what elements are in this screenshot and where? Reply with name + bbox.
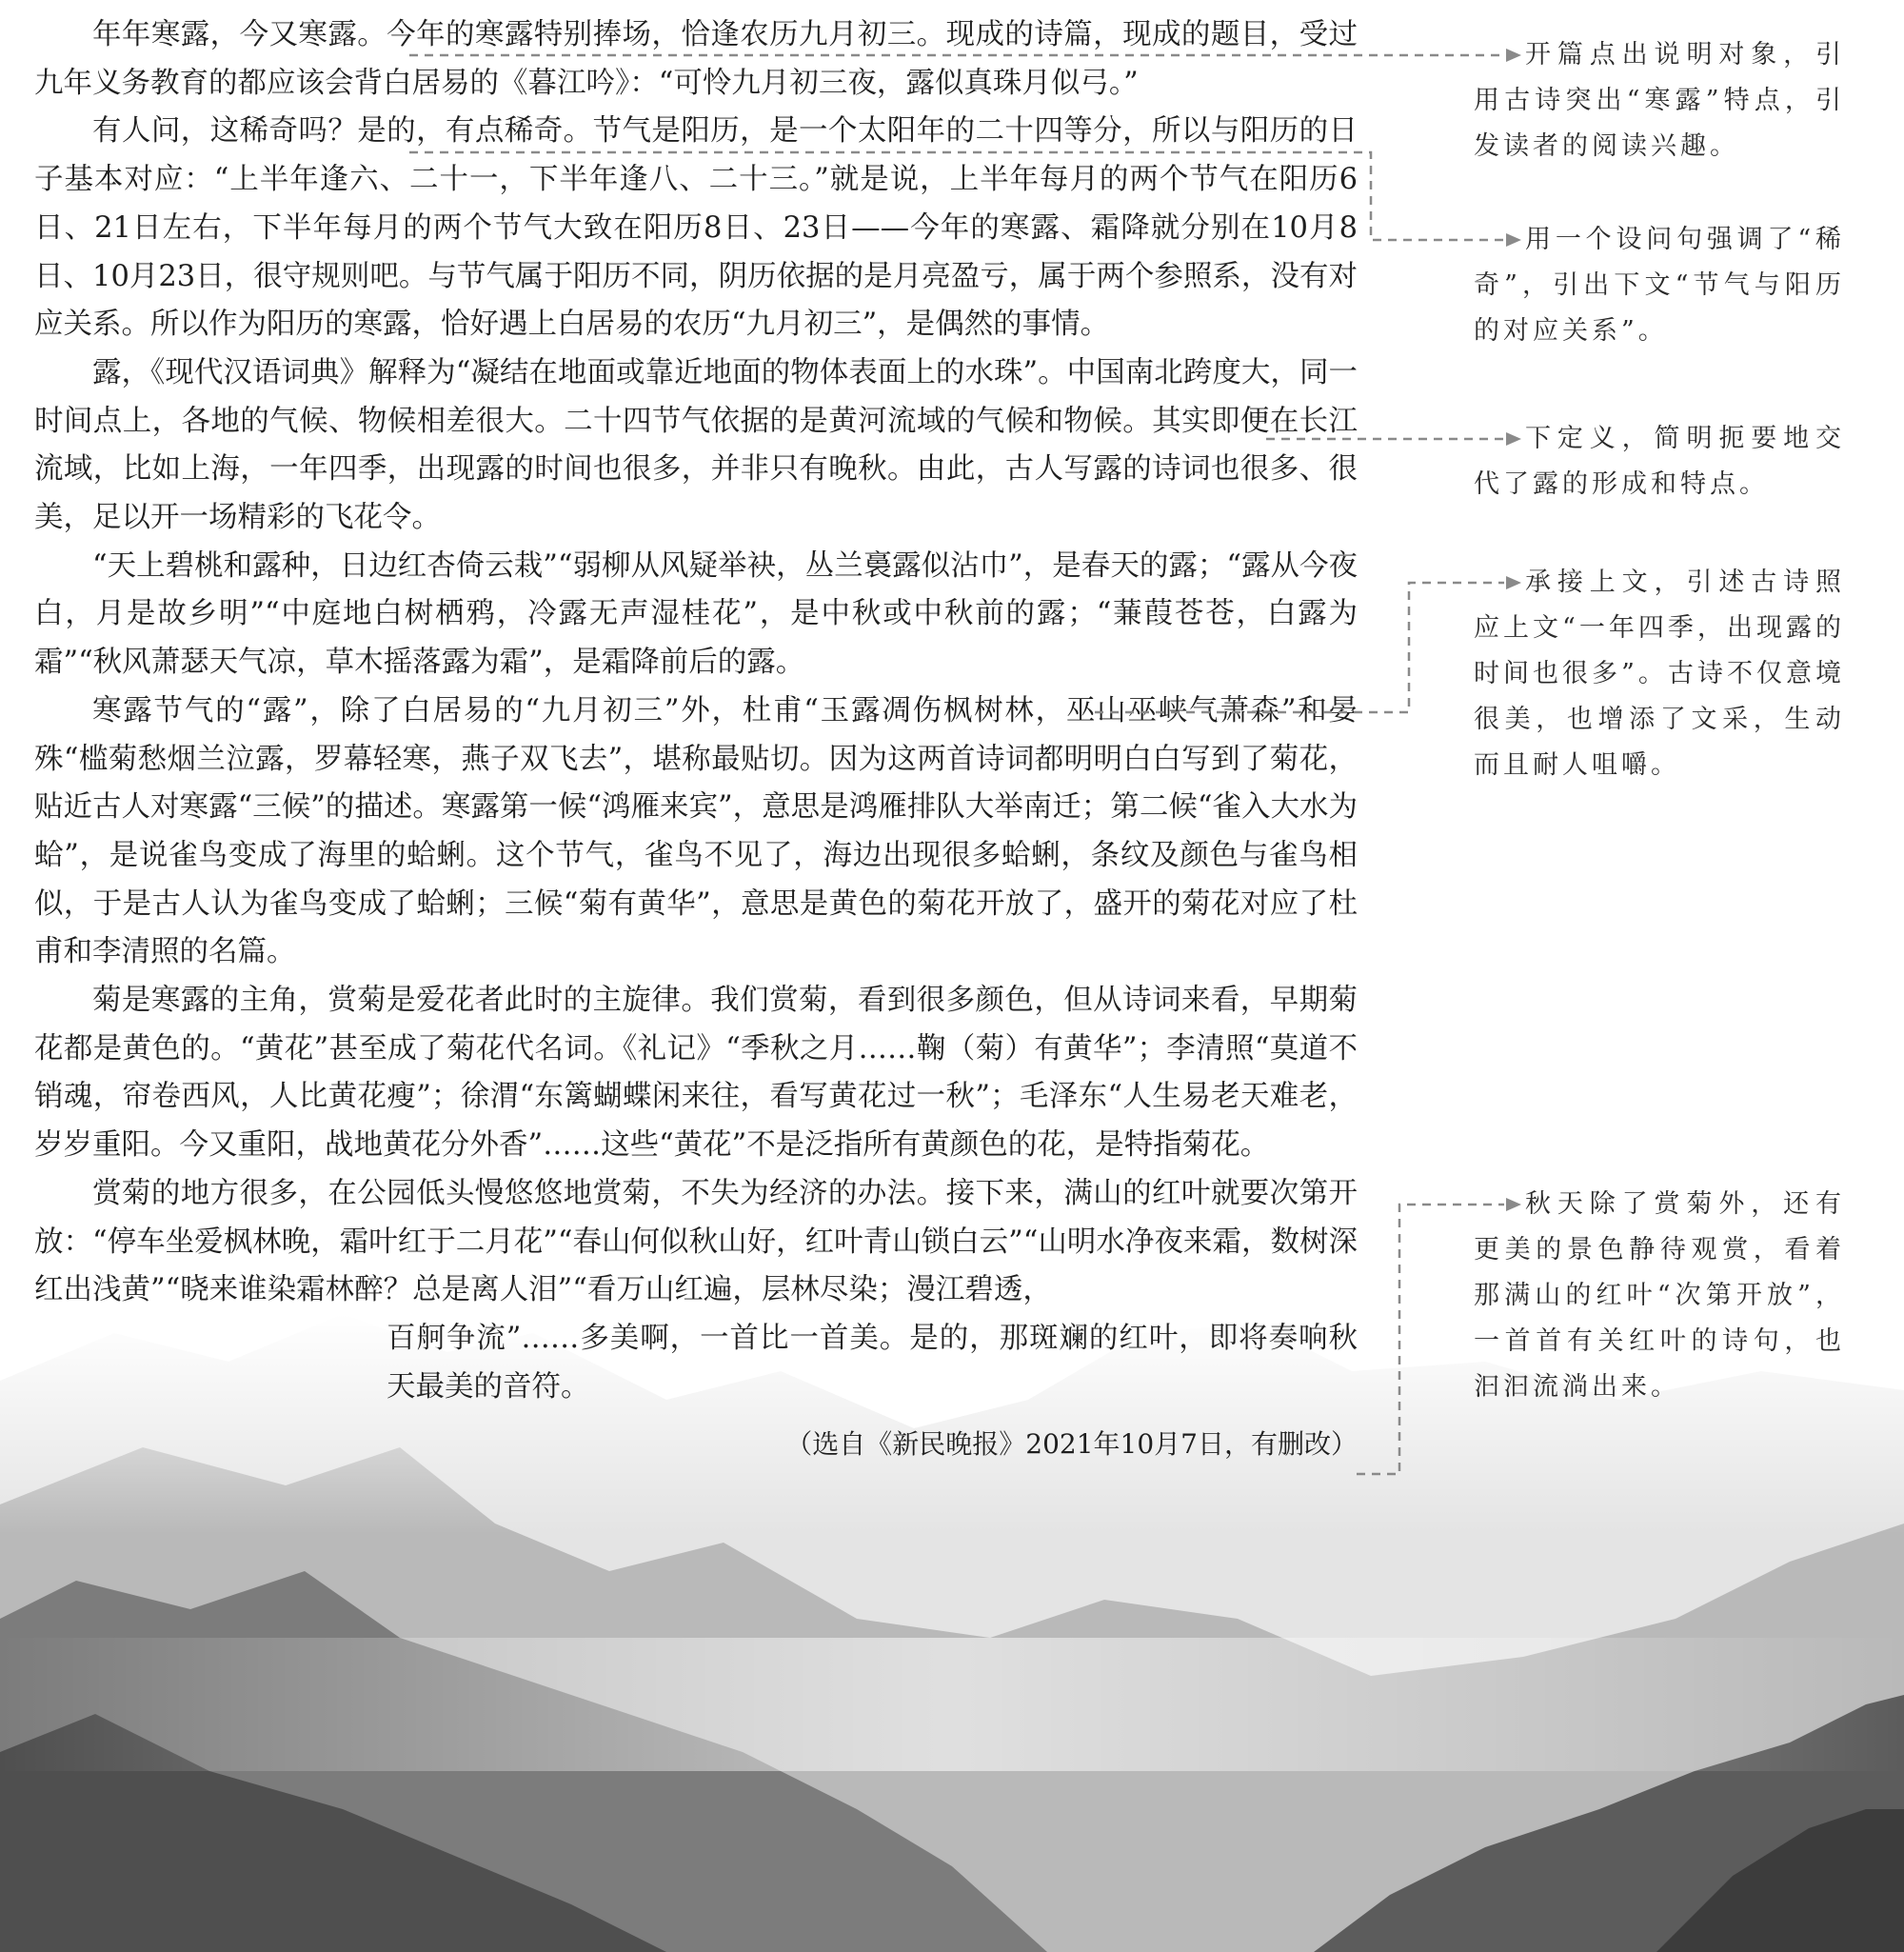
article-paragraph: “天上碧桃和露种，日边红杏倚云栽”“弱柳从风疑举袂，丛兰裛露似沾巾”，是春天的露；“露从今夜白，月是故乡明”“中庭地白树栖鸦，冷露无声湿桂花”，是中秋或中秋前的露；“蒹葭苍苍，白露为霜”“秋风萧瑟天气凉，草木摇落露为霜”，是霜降前后的露。 <box>34 548 1358 680</box>
article-paragraph: 赏菊的地方很多，在公园低头慢悠悠地赏菊，不失为经济的办法。接下来，满山的红叶就要次第开放：“停车坐爱枫林晚，霜叶红于二月花”“春山何似秋山好，红叶青山锁白云”“山明水净夜来霜，数树深红出浅黄”“晓来谁染霜林醉？总是离人泪”“看万山红遍，层林尽染；漫江碧透， <box>34 1176 1358 1307</box>
annotation-note: 用一个设问句强调了“稀奇”，引出下文“节气与阳历的对应关系”。 <box>1474 225 1845 346</box>
annotation-note: 秋天除了赏菊外，还有更美的景色静待观赏，看着那满山的红叶“次第开放”，一首首有关红叶的诗句，也汩汩流淌出来。 <box>1474 1189 1845 1402</box>
annotation-note: 开篇点出说明对象，引用古诗突出“寒露”特点，引发读者的阅读兴趣。 <box>1474 40 1845 161</box>
article-body <box>34 11 1358 1469</box>
annotation-note: 下定义，简明扼要地交代了露的形成和特点。 <box>1474 424 1845 499</box>
article-paragraph: 年年寒露，今又寒露。今年的寒露特别捧场，恰逢农历九月初三。现成的诗篇，现成的题目，受过九年义务教育的都应该会背白居易的《暮江吟》：“可怜九月初三夜，露似真珠月似弓。” <box>34 18 1358 100</box>
annotation-note: 承接上文，引述古诗照应上文“一年四季，出现露的时间也很多”。古诗不仅意境很美，也增添了文采，生动而且耐人咀嚼。 <box>1474 568 1845 780</box>
article-paragraph: 露，《现代汉语词典》解释为“凝结在地面或靠近地面的物体表面上的水珠”。中国南北跨度大，同一时间点上，各地的气候、物候相差很大。二十四节气依据的是黄河流域的气候和物候。其实即便在长江流域，比如上海，一年四季，出现露的时间也很多，并非只有晚秋。由此，古人写露的诗词也很多、很美，足以开一场精彩的飞花令。 <box>34 355 1358 535</box>
article-paragraph: 菊是寒露的主角，赏菊是爱花者此时的主旋律。我们赏菊，看到很多颜色，但从诗词来看，早期菊花都是黄色的。“黄花”甚至成了菊花代名词。《礼记》“季秋之月……鞠（菊）有黄华”；李清照“莫道不销魂，帘卷西风，人比黄花瘦”；徐渭“东篱蝴蝶闲来往，看写黄花过一秋”；毛泽东“人生易老天难老，岁岁重阳。今又重阳，战地黄花分外香”……这些“黄花”不是泛指所有黄颜色的花，是特指菊花。 <box>34 984 1358 1163</box>
article-closing-lines: 百舸争流”……多美啊，一首比一首美。是的，那斑斓的红叶，即将奏响秋天最美的音符。 <box>387 1321 1358 1404</box>
source-citation: （选自《新民晚报》2021年10月7日，有删改） <box>785 1428 1358 1461</box>
article-paragraph: 有人问，这稀奇吗？是的，有点稀奇。节气是阳历，是一个太阳年的二十四等分，所以与阳历的日子基本对应：“上半年逢六、二十一，下半年逢八、二十三。”就是说，上半年每月的两个节气在阳历6日、21日左右，下半年每月的两个节气大致在阳历8日、23日——今年的寒露、霜降就分别在10月8日、10月23日，很守规则吧。与节气属于阳历不同，阴历依据的是月亮盈亏，属于两个参照系，没有对应关系。所以作为阳历的寒露，恰好遇上白居易的农历“九月初三”，是偶然的事情。 <box>34 114 1358 342</box>
article-paragraph: 寒露节气的“露”，除了白居易的“九月初三”外，杜甫“玉露凋伤枫树林，巫山巫峡气萧森”和晏殊“槛菊愁烟兰泣露，罗幕轻寒，燕子双飞去”，堪称最贴切。因为这两首诗词都明明白白写到了菊花，贴近古人对寒露“三候”的描述。寒露第一候“鸿雁来宾”，意思是鸿雁排队大举南迁；第二候“雀入大水为蛤”，是说雀鸟变成了海里的蛤蜊。这个节气，雀鸟不见了，海边出现很多蛤蜊，条纹及颜色与雀鸟相似，于是古人认为雀鸟变成了蛤蜊；三候“菊有黄华”，意思是黄色的菊花开放了，盛开的菊花对应了杜甫和李清照的名篇。 <box>34 693 1358 969</box>
